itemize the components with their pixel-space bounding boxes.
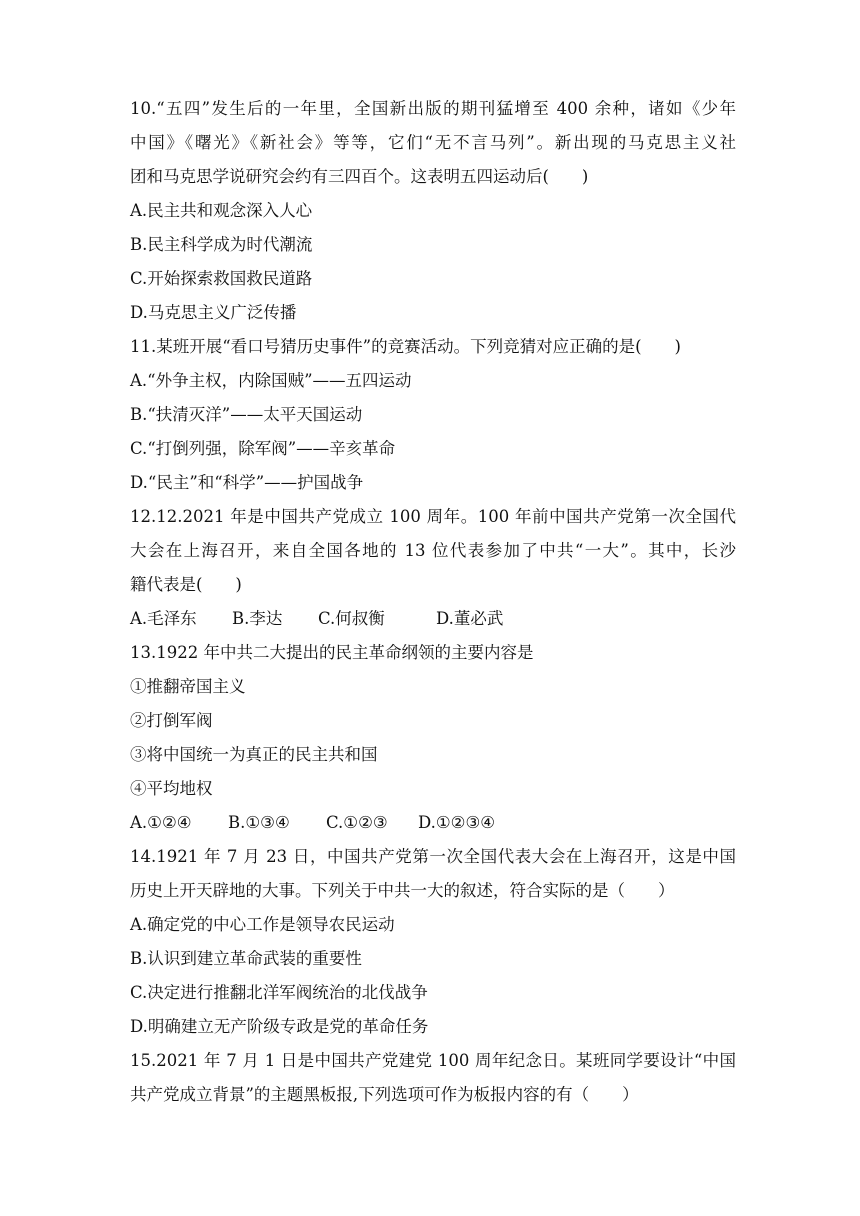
question-15 xyxy=(130,1044,736,1112)
option-d: D.明确建立无产阶级专政是党的革命任务 xyxy=(130,1017,429,1036)
option-b: B.李达 xyxy=(232,609,283,628)
option-d: D.马克思主义广泛传播 xyxy=(130,303,297,322)
option-a: A.毛泽东 xyxy=(130,609,197,628)
question-stem-line: 团和马克思学说研究会约有三四百个。这表明五四运动后( ) xyxy=(130,167,589,186)
exam-page xyxy=(130,92,736,1112)
option-a: A.确定党的中心工作是领导农民运动 xyxy=(130,915,395,934)
question-11 xyxy=(130,330,736,500)
option-a: A.民主共和观念深入人心 xyxy=(130,201,313,220)
question-stem-line: 10.“五四”发生后的一年里，全国新出版的期刊猛增至 400 余种，诸如《少年 xyxy=(130,99,736,118)
option-b: B.民主科学成为时代潮流 xyxy=(130,235,313,254)
statement-item: ③将中国统一为真正的民主共和国 xyxy=(130,745,378,764)
option-c: C.决定进行推翻北洋军阀统治的北伐战争 xyxy=(130,983,428,1002)
question-stem-line: 11.某班开展“看口号猜历史事件”的竞赛活动。下列竞猜对应正确的是( ) xyxy=(130,337,681,356)
question-14 xyxy=(130,840,736,1044)
option-a: A.“外争主权，内除国贼”——五四运动 xyxy=(130,371,412,390)
question-stem-line: 历史上开天辟地的大事。下列关于中共一大的叙述，符合实际的是（ ） xyxy=(130,881,675,900)
question-12 xyxy=(130,500,736,636)
question-stem-line: 大会在上海召开，来自全国各地的 13 位代表参加了中共“一大”。其中，长沙 xyxy=(130,541,736,560)
question-stem-line: 中国》《曙光》《新社会》等等，它们“无不言马列”。新出现的马克思主义社 xyxy=(130,133,736,152)
inline-options xyxy=(130,806,736,840)
option-c: C.①②③ xyxy=(326,813,388,832)
option-d: D.董必武 xyxy=(436,609,504,628)
option-c: C.开始探索救国救民道路 xyxy=(130,269,313,288)
option-a: A.①②④ xyxy=(130,813,192,832)
statement-item: ①推翻帝国主义 xyxy=(130,677,246,696)
option-d: D.①②③④ xyxy=(418,813,496,832)
question-stem-line: 共产党成立背景”的主题黑板报,下列选项可作为板报内容的有（ ） xyxy=(130,1085,639,1104)
question-stem-line: 12.12.2021 年是中国共产党成立 100 周年。100 年前中国共产党第一次全国代 xyxy=(130,507,736,526)
question-13 xyxy=(130,636,736,840)
question-stem-line: 籍代表是( ) xyxy=(130,575,242,594)
inline-options xyxy=(130,602,736,636)
statement-item: ④平均地权 xyxy=(130,779,213,798)
question-stem-line: 13.1922 年中共二大提出的民主革命纲领的主要内容是 xyxy=(130,643,534,662)
question-10 xyxy=(130,92,736,330)
option-c: C.何叔衡 xyxy=(318,609,385,628)
question-stem-line: 14.1921 年 7 月 23 日，中国共产党第一次全国代表大会在上海召开，这是中国 xyxy=(130,847,736,866)
option-b: B.“扶清灭洋”——太平天国运动 xyxy=(130,405,363,424)
statement-item: ②打倒军阀 xyxy=(130,711,213,730)
option-b: B.①③④ xyxy=(228,813,290,832)
option-d: D.“民主”和“科学”——护国战争 xyxy=(130,473,364,492)
option-b: B.认识到建立革命武装的重要性 xyxy=(130,949,362,968)
option-c: C.“打倒列强，除军阀”——辛亥革命 xyxy=(130,439,396,458)
question-stem-line: 15.2021 年 7 月 1 日是中国共产党建党 100 周年纪念日。某班同学要设计“中国 xyxy=(130,1051,736,1070)
